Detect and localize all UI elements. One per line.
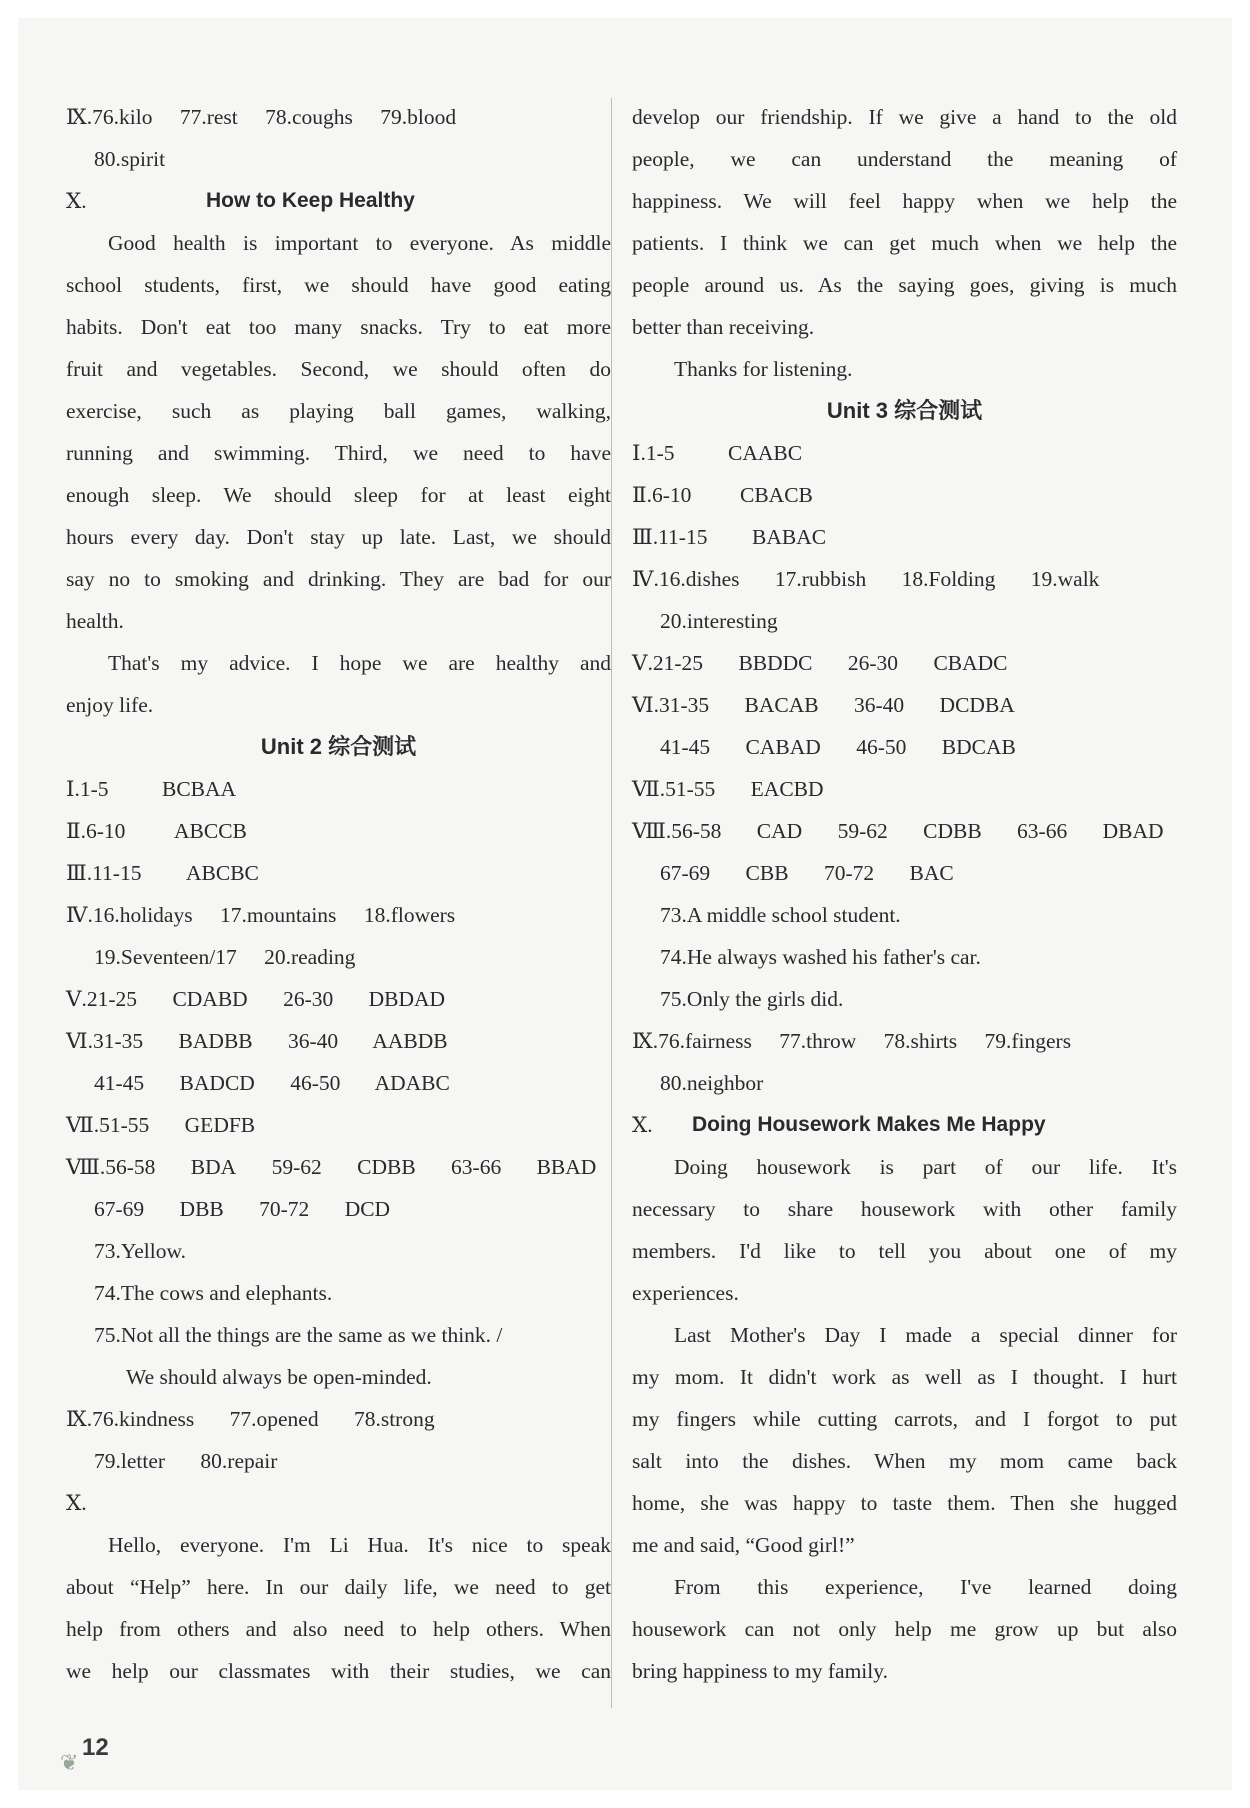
question-range: Ⅶ.51-55 bbox=[632, 777, 716, 801]
essay-line: patients. I think we can get much when we help the bbox=[632, 231, 1177, 255]
question-range: Ⅱ.6-10 bbox=[632, 483, 692, 507]
answers: CAD bbox=[756, 819, 803, 843]
answer-row: 80.spirit bbox=[94, 147, 166, 171]
answers: BBDDC bbox=[738, 651, 813, 675]
essay-line: health. bbox=[66, 609, 124, 633]
answer-row bbox=[632, 642, 1177, 684]
answers: ADABC bbox=[374, 1071, 450, 1095]
essay-line: my mom. It didn't work as well as I thought. I hurt bbox=[632, 1365, 1177, 1389]
answers: BDA bbox=[190, 1155, 237, 1179]
question-range: 36-40 bbox=[288, 1029, 339, 1053]
answer-item: 18.flowers bbox=[363, 903, 456, 927]
answer-row bbox=[632, 474, 1177, 516]
essay-line: running and swimming. Third, we need to have bbox=[66, 441, 611, 465]
answer-row bbox=[66, 1062, 611, 1104]
question-range: 46-50 bbox=[290, 1071, 341, 1095]
answer-row bbox=[66, 1146, 611, 1188]
answers: CAABC bbox=[728, 441, 803, 465]
answers: EACBD bbox=[750, 777, 824, 801]
essay-line: enough sleep. We should sleep for at least eight bbox=[66, 483, 611, 507]
essay-line: salt into the dishes. When my mom came back bbox=[632, 1449, 1177, 1473]
question-range: 63-66 bbox=[451, 1155, 502, 1179]
essay-line: say no to smoking and drinking. They are bad for our bbox=[66, 567, 611, 591]
answers: CDBB bbox=[357, 1155, 416, 1179]
right-column bbox=[632, 96, 1177, 1692]
answer-item: 77.opened bbox=[229, 1407, 319, 1431]
answer-row bbox=[66, 768, 611, 810]
question-range: 36-40 bbox=[854, 693, 905, 717]
essay-line: Good health is important to everyone. As middle bbox=[108, 231, 611, 255]
left-column bbox=[66, 96, 611, 1692]
question-range: Ⅲ.11-15 bbox=[632, 525, 708, 549]
answer-item: 79.blood bbox=[380, 105, 457, 129]
answer-row bbox=[66, 936, 611, 978]
answer-item: Ⅸ.76.kilo bbox=[66, 105, 153, 129]
answer-item: 77.rest bbox=[179, 105, 238, 129]
answer-row bbox=[632, 810, 1177, 852]
answer-item: 78.strong bbox=[353, 1407, 435, 1431]
question-range: 41-45 bbox=[660, 735, 711, 759]
answer-item: 77.throw bbox=[779, 1029, 857, 1053]
answer-item: 19.Seventeen/17 bbox=[94, 945, 237, 969]
essay-line: my fingers while cutting carrots, and I forgot to put bbox=[632, 1407, 1177, 1431]
essay-line: school students, first, we should have good eating bbox=[66, 273, 611, 297]
answer-row bbox=[66, 852, 611, 894]
leaf-icon: ❦ bbox=[60, 1750, 79, 1775]
answer-row bbox=[66, 1398, 611, 1440]
answers: BDCAB bbox=[941, 735, 1016, 759]
answers: BABAC bbox=[752, 525, 827, 549]
answer-item: Ⅳ.16.dishes bbox=[632, 567, 740, 591]
question-range: 70-72 bbox=[823, 861, 875, 885]
answer-row bbox=[66, 1020, 611, 1062]
answer-row bbox=[66, 96, 611, 138]
essay-line: exercise, such as playing ball games, walking, bbox=[66, 399, 611, 423]
answer-item: 17.rubbish bbox=[774, 567, 867, 591]
essay-heading bbox=[632, 1104, 1177, 1146]
answer-row bbox=[632, 558, 1177, 600]
essay-line: Doing housework is part of our life. It's bbox=[674, 1155, 1177, 1179]
page-number-text: 12 bbox=[82, 1734, 109, 1761]
question-range: Ⅴ.21-25 bbox=[632, 651, 704, 675]
essay-heading bbox=[66, 180, 611, 222]
essay-line: we help our classmates with their studies, we can bbox=[66, 1659, 611, 1683]
answers: CDBB bbox=[923, 819, 982, 843]
answer-item: 78.coughs bbox=[265, 105, 353, 129]
question-range: 70-72 bbox=[259, 1197, 310, 1221]
answer-item: 80.repair bbox=[200, 1449, 278, 1473]
answers: GEDFB bbox=[184, 1113, 256, 1137]
answer-item: Ⅸ.76.fairness bbox=[632, 1029, 752, 1053]
answer-row bbox=[66, 1104, 611, 1146]
question-range: 26-30 bbox=[283, 987, 334, 1011]
question-range: Ⅵ.31-35 bbox=[66, 1029, 144, 1053]
essay-line: happiness. We will feel happy when we help the bbox=[632, 189, 1177, 213]
answers: BAC bbox=[909, 861, 954, 885]
answers: BADBB bbox=[178, 1029, 253, 1053]
answer-row: 73.Yellow. bbox=[94, 1239, 186, 1263]
essay-line: help from others and also need to help others. When bbox=[66, 1617, 611, 1641]
question-range: 67-69 bbox=[94, 1197, 145, 1221]
question-range: Ⅴ.21-25 bbox=[66, 987, 138, 1011]
essay-line: fruit and vegetables. Second, we should often do bbox=[66, 357, 611, 381]
answer-row bbox=[632, 516, 1177, 558]
answers: DBDAD bbox=[368, 987, 446, 1011]
question-range: 26-30 bbox=[847, 651, 899, 675]
question-range: 46-50 bbox=[856, 735, 907, 759]
answer-row bbox=[632, 726, 1177, 768]
answer-row: 20.interesting bbox=[660, 609, 778, 633]
unit-title: Unit 3 综合测试 bbox=[826, 398, 983, 423]
answer-row bbox=[632, 852, 1177, 894]
answers: CBB bbox=[745, 861, 789, 885]
answer-row: 73.A middle school student. bbox=[660, 903, 901, 927]
answers: CBACB bbox=[740, 483, 813, 507]
question-range: 67-69 bbox=[660, 861, 711, 885]
section-number: Ⅹ. bbox=[66, 1491, 87, 1515]
answer-row bbox=[66, 810, 611, 852]
essay-line: habits. Don't eat too many snacks. Try to eat more bbox=[66, 315, 611, 339]
answers: BCBAA bbox=[162, 777, 237, 801]
page-number bbox=[56, 1730, 122, 1775]
essay-line: necessary to share housework with other family bbox=[632, 1197, 1177, 1221]
question-range: Ⅱ.6-10 bbox=[66, 819, 126, 843]
essay-line: housework can not only help me grow up but also bbox=[632, 1617, 1177, 1641]
answer-row: 80.neighbor bbox=[660, 1071, 764, 1095]
essay-line: experiences. bbox=[632, 1281, 739, 1305]
essay-line: That's my advice. I hope we are healthy and bbox=[108, 651, 611, 675]
answer-row: 74.He always washed his father's car. bbox=[660, 945, 981, 969]
answers: ABCBC bbox=[186, 861, 259, 885]
answers: DBB bbox=[179, 1197, 224, 1221]
answer-item: 19.walk bbox=[1030, 567, 1100, 591]
answers: BBAD bbox=[536, 1155, 597, 1179]
essay-line: me and said, “Good girl!” bbox=[632, 1533, 855, 1557]
answer-row bbox=[632, 768, 1177, 810]
essay-line: Hello, everyone. I'm Li Hua. It's nice to speak bbox=[108, 1533, 611, 1557]
column-divider bbox=[611, 98, 612, 1708]
answer-item: Ⅸ.76.kindness bbox=[66, 1407, 195, 1431]
answers: AABDB bbox=[372, 1029, 448, 1053]
question-range: Ⅲ.11-15 bbox=[66, 861, 142, 885]
answer-item: 79.fingers bbox=[984, 1029, 1072, 1053]
answer-row bbox=[66, 1188, 611, 1230]
answer-row: 74.The cows and elephants. bbox=[94, 1281, 333, 1305]
question-range: Ⅷ.56-58 bbox=[632, 819, 722, 843]
answer-item: 79.letter bbox=[94, 1449, 166, 1473]
essay-line: Last Mother's Day I made a special dinner for bbox=[674, 1323, 1177, 1347]
answers: DBAD bbox=[1102, 819, 1164, 843]
answers: CBADC bbox=[933, 651, 1008, 675]
answer-key-page bbox=[18, 18, 1232, 1790]
essay-title: Doing Housework Makes Me Happy bbox=[692, 1113, 1046, 1136]
essay-line: enjoy life. bbox=[66, 693, 154, 717]
section-number: Ⅹ. bbox=[66, 189, 87, 213]
answers: BACAB bbox=[744, 693, 819, 717]
answer-item: 18.Folding bbox=[901, 567, 996, 591]
answer-row: We should always be open-minded. bbox=[126, 1365, 432, 1389]
question-range: Ⅰ.1-5 bbox=[632, 441, 675, 465]
answer-row bbox=[632, 684, 1177, 726]
essay-line: better than receiving. bbox=[632, 315, 815, 339]
question-range: 63-66 bbox=[1017, 819, 1068, 843]
essay-line: people around us. As the saying goes, giving is much bbox=[632, 273, 1177, 297]
question-range: 41-45 bbox=[94, 1071, 145, 1095]
question-range: 59-62 bbox=[837, 819, 888, 843]
essay-line: develop our friendship. If we give a hand to the old bbox=[632, 105, 1177, 129]
question-range: Ⅵ.31-35 bbox=[632, 693, 710, 717]
question-range: Ⅶ.51-55 bbox=[66, 1113, 150, 1137]
answer-row bbox=[632, 432, 1177, 474]
answer-item: 17.mountains bbox=[219, 903, 337, 927]
answers: CDABD bbox=[172, 987, 248, 1011]
answers: DCDBA bbox=[939, 693, 1015, 717]
essay-line: about “Help” here. In our daily life, we need to get bbox=[66, 1575, 611, 1599]
answer-item: Ⅳ.16.holidays bbox=[66, 903, 193, 927]
unit-title: Unit 2 综合测试 bbox=[260, 734, 417, 759]
essay-line: Thanks for listening. bbox=[674, 357, 853, 381]
answer-row bbox=[66, 978, 611, 1020]
essay-line: members. I'd like to tell you about one of my bbox=[632, 1239, 1177, 1263]
answer-row bbox=[66, 1440, 611, 1482]
essay-line: home, she was happy to taste them. Then she hugged bbox=[632, 1491, 1177, 1515]
answer-row: 75.Only the girls did. bbox=[660, 987, 844, 1011]
section-number: Ⅹ. bbox=[632, 1113, 653, 1137]
answers: DCD bbox=[344, 1197, 391, 1221]
essay-line: people, we can understand the meaning of bbox=[632, 147, 1177, 171]
essay-line: hours every day. Don't stay up late. Last, we should bbox=[66, 525, 611, 549]
question-range: 59-62 bbox=[271, 1155, 322, 1179]
answer-item: 20.reading bbox=[264, 945, 356, 969]
question-range: Ⅰ.1-5 bbox=[66, 777, 109, 801]
answer-row bbox=[66, 894, 611, 936]
answers: BADCD bbox=[179, 1071, 255, 1095]
answer-row: 75.Not all the things are the same as we think. / bbox=[94, 1323, 503, 1347]
answers: CABAD bbox=[745, 735, 821, 759]
answer-row bbox=[632, 1020, 1177, 1062]
essay-line: bring happiness to my family. bbox=[632, 1659, 888, 1683]
question-range: Ⅷ.56-58 bbox=[66, 1155, 156, 1179]
essay-title: How to Keep Healthy bbox=[206, 189, 415, 212]
answers: ABCCB bbox=[174, 819, 247, 843]
answer-item: 78.shirts bbox=[883, 1029, 958, 1053]
essay-line: From this experience, I've learned doing bbox=[674, 1575, 1177, 1599]
